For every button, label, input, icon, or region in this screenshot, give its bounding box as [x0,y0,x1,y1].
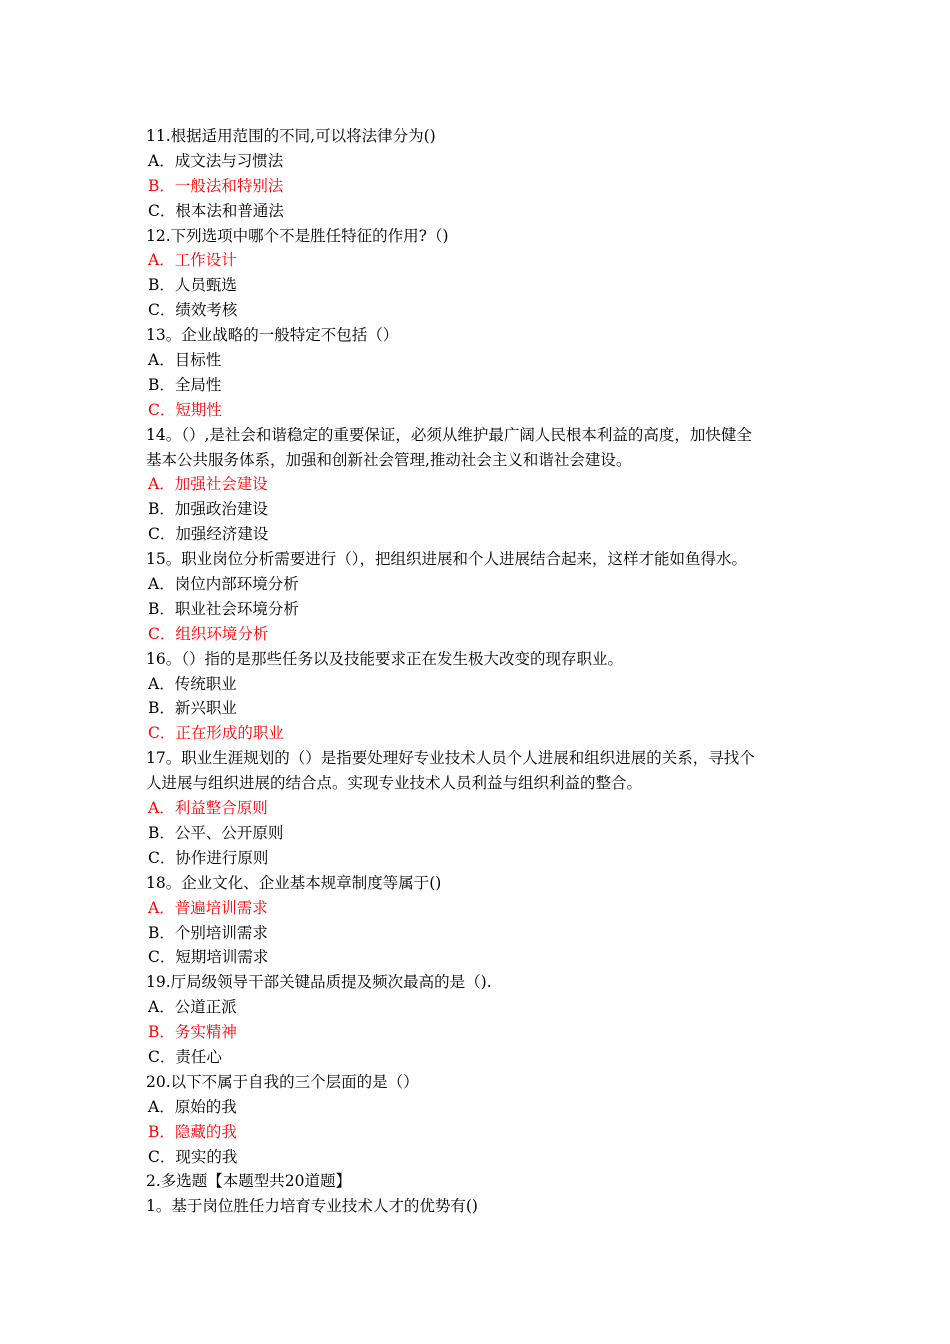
question-20: 20.以下不属于自我的三个层面的是（） [146,1072,419,1091]
option-c: C．加强经济建设 [148,525,269,544]
question-17-line-2: 人进展与组织进展的结合点。实现专业技术人员利益与组织利益的整合。 [146,774,643,793]
option-a-answer: A．工作设计 [148,251,237,270]
option-b: B．公平、公开原则 [148,823,284,842]
question-16: 16。（）指的是那些任务以及技能要求正在发生极大改变的现存职业。 [146,649,623,668]
option-a: A．目标性 [148,351,222,370]
question-11: 11.根据适用范围的不同,可以将法律分为() [146,127,436,145]
option-c: C．协作进行原则 [148,848,269,867]
question-12: 12.下列选项中哪个不是胜任特征的作用?（) [146,226,449,245]
question-18: 18。企业文化、企业基本规章制度等属于() [146,873,442,892]
question-1: 1。基于岗位胜任力培育专业技术人才的优势有() [146,1197,478,1216]
option-a: A．岗位内部环境分析 [148,575,299,594]
option-c-answer: C．正在形成的职业 [148,724,284,743]
document-page [146,124,816,1219]
option-b: B．全局性 [148,375,222,394]
option-c: C．短期培训需求 [148,948,269,967]
option-a-answer: A．加强社会建设 [148,475,268,494]
question-13: 13。企业战略的一般特定不包括（） [146,326,399,345]
option-b-answer: B．务实精神 [148,1023,237,1042]
option-c: C．现实的我 [148,1147,238,1166]
option-a: A．成文法与习惯法 [148,151,284,170]
question-14-line-2: 基本公共服务体系，加强和创新社会管理,推动社会主义和谐社会建设。 [146,450,632,469]
option-a: A．原始的我 [148,1097,237,1116]
option-c-answer: C．组织环境分析 [148,624,269,643]
option-a-answer: A．普遍培训需求 [148,898,268,917]
option-b: B．个别培训需求 [148,923,268,942]
option-c: C．根本法和普通法 [148,201,284,220]
option-a: A．传统职业 [148,674,237,693]
question-15: 15。职业岗位分析需要进行（），把组织进展和个人进展结合起来，这样才能如鱼得水。 [146,550,747,569]
question-17-line-1: 17。职业生涯规划的（）是指要处理好专业技术人员个人进展和组织进展的关系，寻找个 [146,749,755,768]
option-c-answer: C．短期性 [148,400,222,419]
option-b: B．人员甄选 [148,276,237,295]
option-b-answer: B．一般法和特别法 [148,176,284,195]
option-b: B．职业社会环境分析 [148,599,299,618]
option-a-answer: A．利益整合原则 [148,799,268,818]
question-19: 19.厅局级领导干部关键品质提及频次最高的是（). [146,973,492,992]
option-c: C．责任心 [148,1047,222,1066]
option-a: A．公道正派 [148,998,237,1017]
option-b-answer: B．隐藏的我 [148,1122,237,1141]
section-heading: 2.多选题【本题型共20道题】 [146,1172,352,1191]
option-b: B．新兴职业 [148,699,237,718]
option-b: B．加强政治建设 [148,500,268,519]
option-c: C．绩效考核 [148,301,238,320]
question-14-line-1: 14。（）,是社会和谐稳定的重要保证，必须从维护最广阔人民根本利益的高度，加快健全 [146,425,752,444]
